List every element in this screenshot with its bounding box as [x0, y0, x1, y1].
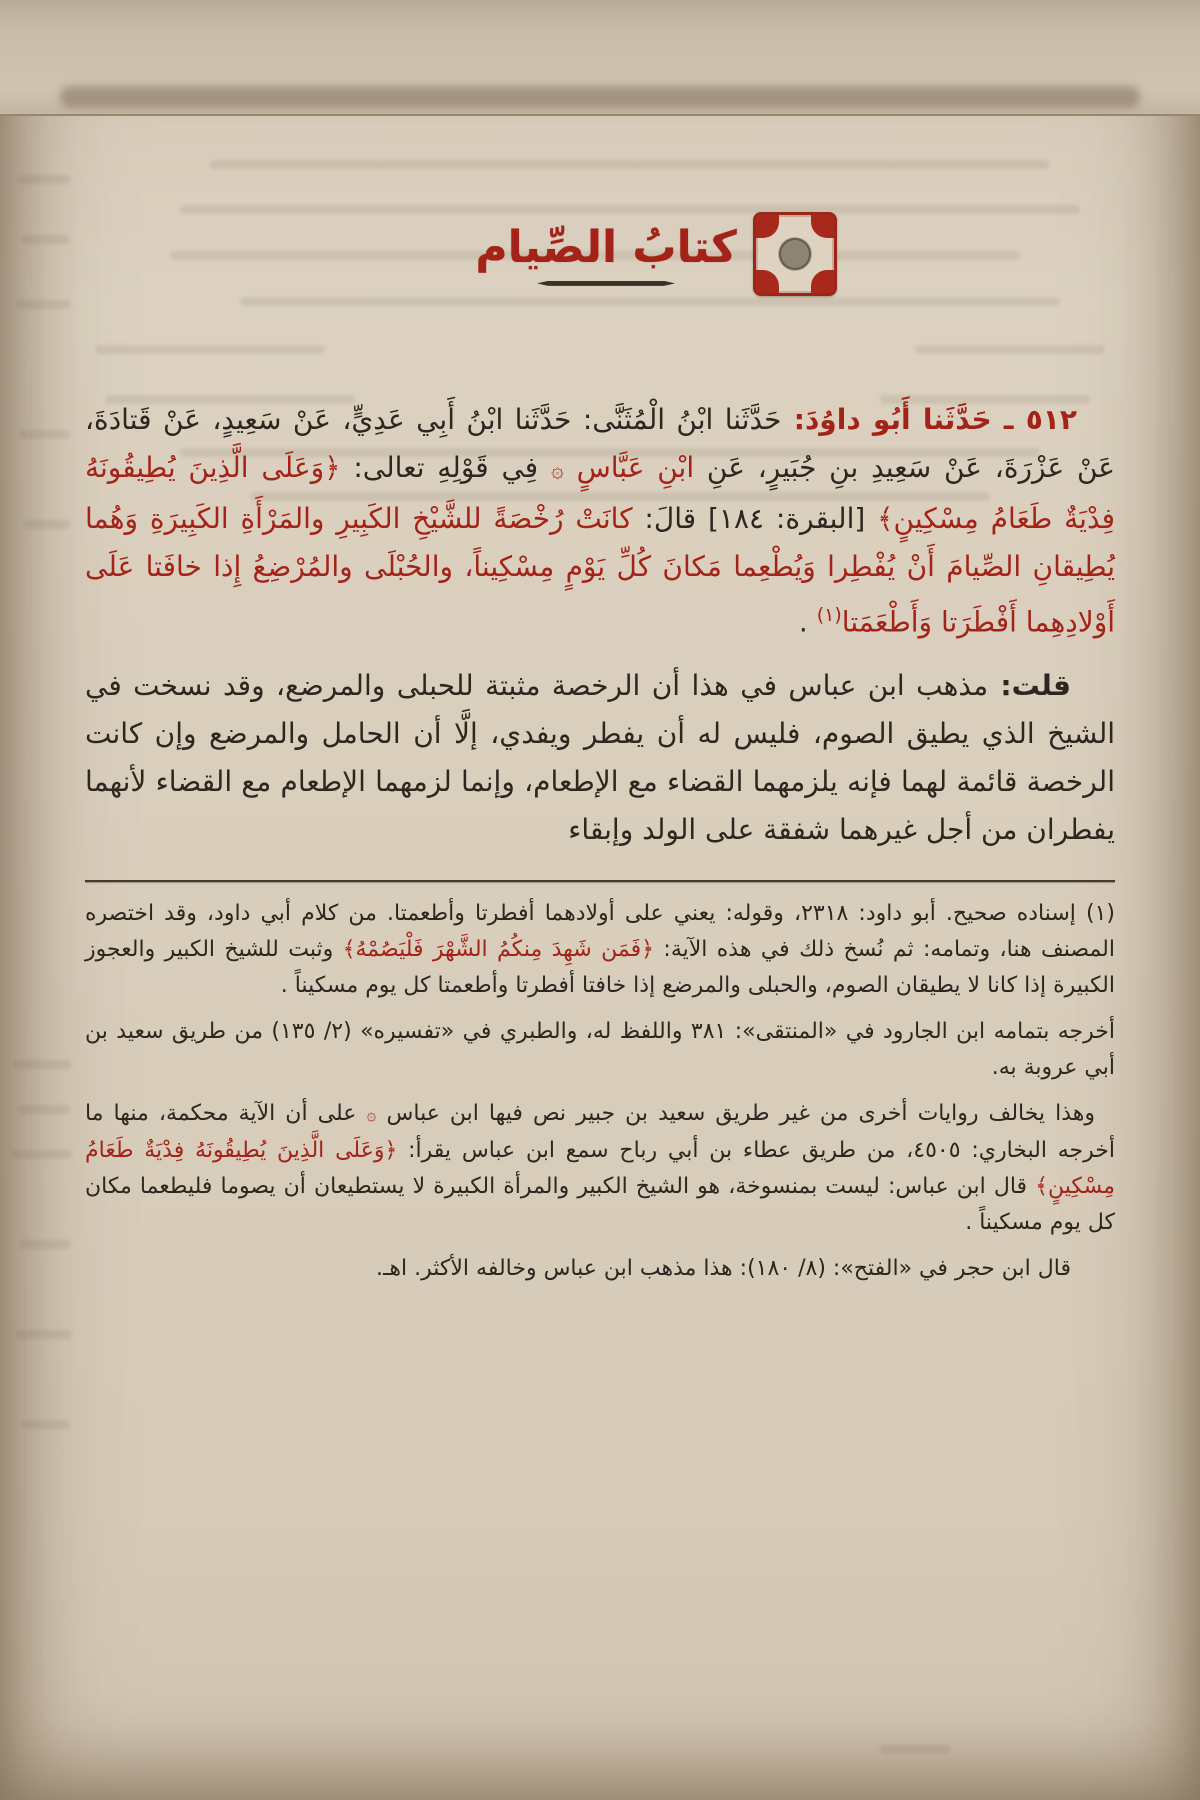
bleed-through-artifact: [18, 175, 70, 184]
chapter-title-block: [475, 222, 736, 286]
footnote-1-grading: [85, 896, 1115, 1004]
bleed-through-artifact: [16, 1330, 72, 1339]
ornament-corner: [756, 215, 779, 238]
footnote-separator: [85, 880, 1115, 882]
quran-verse: ﴿فَمَن شَهِدَ مِنكُمُ الشَّهْرَ فَلْيَصُمْهُ﴾: [342, 937, 655, 963]
commentary-body: مذهب ابن عباس في هذا أن الرخصة مثبتة للحبلى والمرضع، وقد نسخت في الشيخ الذي يطيق الصوم، فليس له أن يفطر ويفدي، إلَّا أن الحامل والمرضع وإن كانت الرخصة قائمة لهما فإنه يلزمهما القضاء مع الإطعام، وإنما لزمهما الإطعام مع القضاء لأنهما يفطران من أجل غيرهما شفقة على الولد وإبقاء: [85, 669, 1115, 847]
honorific-icon: ۞: [366, 1105, 377, 1126]
commentary-paragraph: [85, 662, 1115, 854]
bleed-through-header-streak: [60, 86, 1140, 108]
footnote-text: وهذا يخالف روايات أخرى من غير طريق سعيد بن جبير نص فيها ابن عباس: [376, 1101, 1095, 1127]
hadith-intro: فِي قَوْلِهِ تعالى:: [340, 451, 551, 484]
narrator-ibn-abbas: ابْنِ عَبَّاسٍ: [563, 451, 695, 484]
verse-reference: [البقرة: ١٨٤] قالَ:: [632, 502, 866, 535]
ornament-corner: [811, 270, 834, 293]
footnotes-section: [85, 896, 1115, 1287]
footnote-text: وثبت للشيخ الكبير والعجوز الكبيرة إذا كانا لا يطيقان الصوم، والحبلى والمرضع إذا خافتا أفطرتا وأطعمتا كل يوم مسكيناً .: [85, 937, 1115, 999]
chapter-heading: [141, 212, 1171, 296]
footnote-text: (١) إسناده صحيح. أبو داود: ٢٣١٨، وقوله: يعني على أولادهما أفطرتا وأطعمتا. من كلام أبي داود، وقد اختصره المصنف هنا، وتمامه: ثم نُسخ ذلك في هذه الآية:: [85, 901, 1115, 963]
hadith-paragraph: [85, 396, 1115, 646]
bleed-through-artifact: [22, 1420, 70, 1429]
bleed-through-artifact: [880, 1745, 950, 1754]
footnote-marker-1: (١): [816, 604, 842, 626]
footnote-1-discussion: [85, 1096, 1115, 1241]
ornament-circle: [779, 238, 811, 270]
footnote-text: قال ابن حجر في «الفتح»: (٨/ ١٨٠): هذا مذهب ابن عباس وخالفه الأكثر. اهـ.: [375, 1256, 1071, 1282]
bleed-through-artifact: [210, 160, 1050, 169]
footnote-text: قال ابن عباس: ليست بمنسوخة، هو الشيخ الكبير والمرأة الكبيرة لا يستطيعان أن يصوما فليطعما مكان كل يوم مسكيناً .: [85, 1174, 1115, 1236]
commentary-lead-word: قلت:: [988, 669, 1071, 703]
chapter-title: كتابُ الصِّيام: [475, 222, 737, 274]
ornament-corner: [756, 270, 779, 293]
honorific-icon: ۞: [550, 458, 564, 483]
hadith-number-and-narrator: ٥١٢ ـ حَدَّثَنا أَبُو داوُدَ:: [781, 403, 1077, 436]
hadith-isnad: حَدَّثَنا ابْنُ الْمُثَنَّى: حَدَّثَنا ابْنُ أَبِي عَدِيٍّ، عَنْ سَعِيدٍ، عَنْ قَتادَةَ، عَنْ عَزْرَةَ، عَنْ سَعِيدِ بنِ جُبَيرٍ، عَنِ: [85, 403, 1115, 484]
chapter-ornament-icon: [753, 212, 837, 296]
ornament-corner: [811, 215, 834, 238]
quran-verse: ﴿وَعَلَى الَّذِينَ يُطِيقُونَهُ فِدْيَةٌ طَعَامُ مِسْكِينٍ﴾: [85, 451, 1116, 535]
footnote-1-takhrij: [85, 1014, 1115, 1086]
title-underline: [537, 281, 675, 286]
footnote-1-ibn-hajar-quote: [85, 1251, 1115, 1287]
footnote-text: أخرجه بتمامه ابن الجارود في «المنتقى»: ٣٨١ واللفظ له، والطبري في «تفسيره» (٢/ ١٣٥) من طريق سعيد بن أبي عروبة به.: [85, 1019, 1115, 1081]
page-top-edge: [0, 0, 1200, 116]
footnote-text: على أن الآية محكمة، منها ما أخرجه البخاري: ٤٥٠٥، من طريق عطاء بن أبي رباح سمع ابن عباس يقرأ:: [85, 1101, 1115, 1164]
period: .: [798, 605, 817, 639]
page-content: [0, 212, 1200, 1287]
hadith-matn: كانَتْ رُخْصَةً للشَّيْخِ الكَبِيرِ والمَرْأَةِ الكَبِيرَةِ وَهُما يُطِيقانِ الصِّيامَ أَنْ يُفْطِرا وَيُطْعِما مَكانَ كُلِّ يَوْمٍ مِسْكِيناً، والحُبْلَى والمُرْضِعُ إِذا خافَتا عَلَى أَوْلادِهِما أَفْطَرَتا وَأَطْعَمَتا: [85, 502, 1115, 639]
quran-verse: ﴿وَعَلَى الَّذِينَ يُطِيقُونَهُ فِدْيَةٌ طَعَامُ مِسْكِينٍ﴾: [85, 1138, 1115, 1200]
